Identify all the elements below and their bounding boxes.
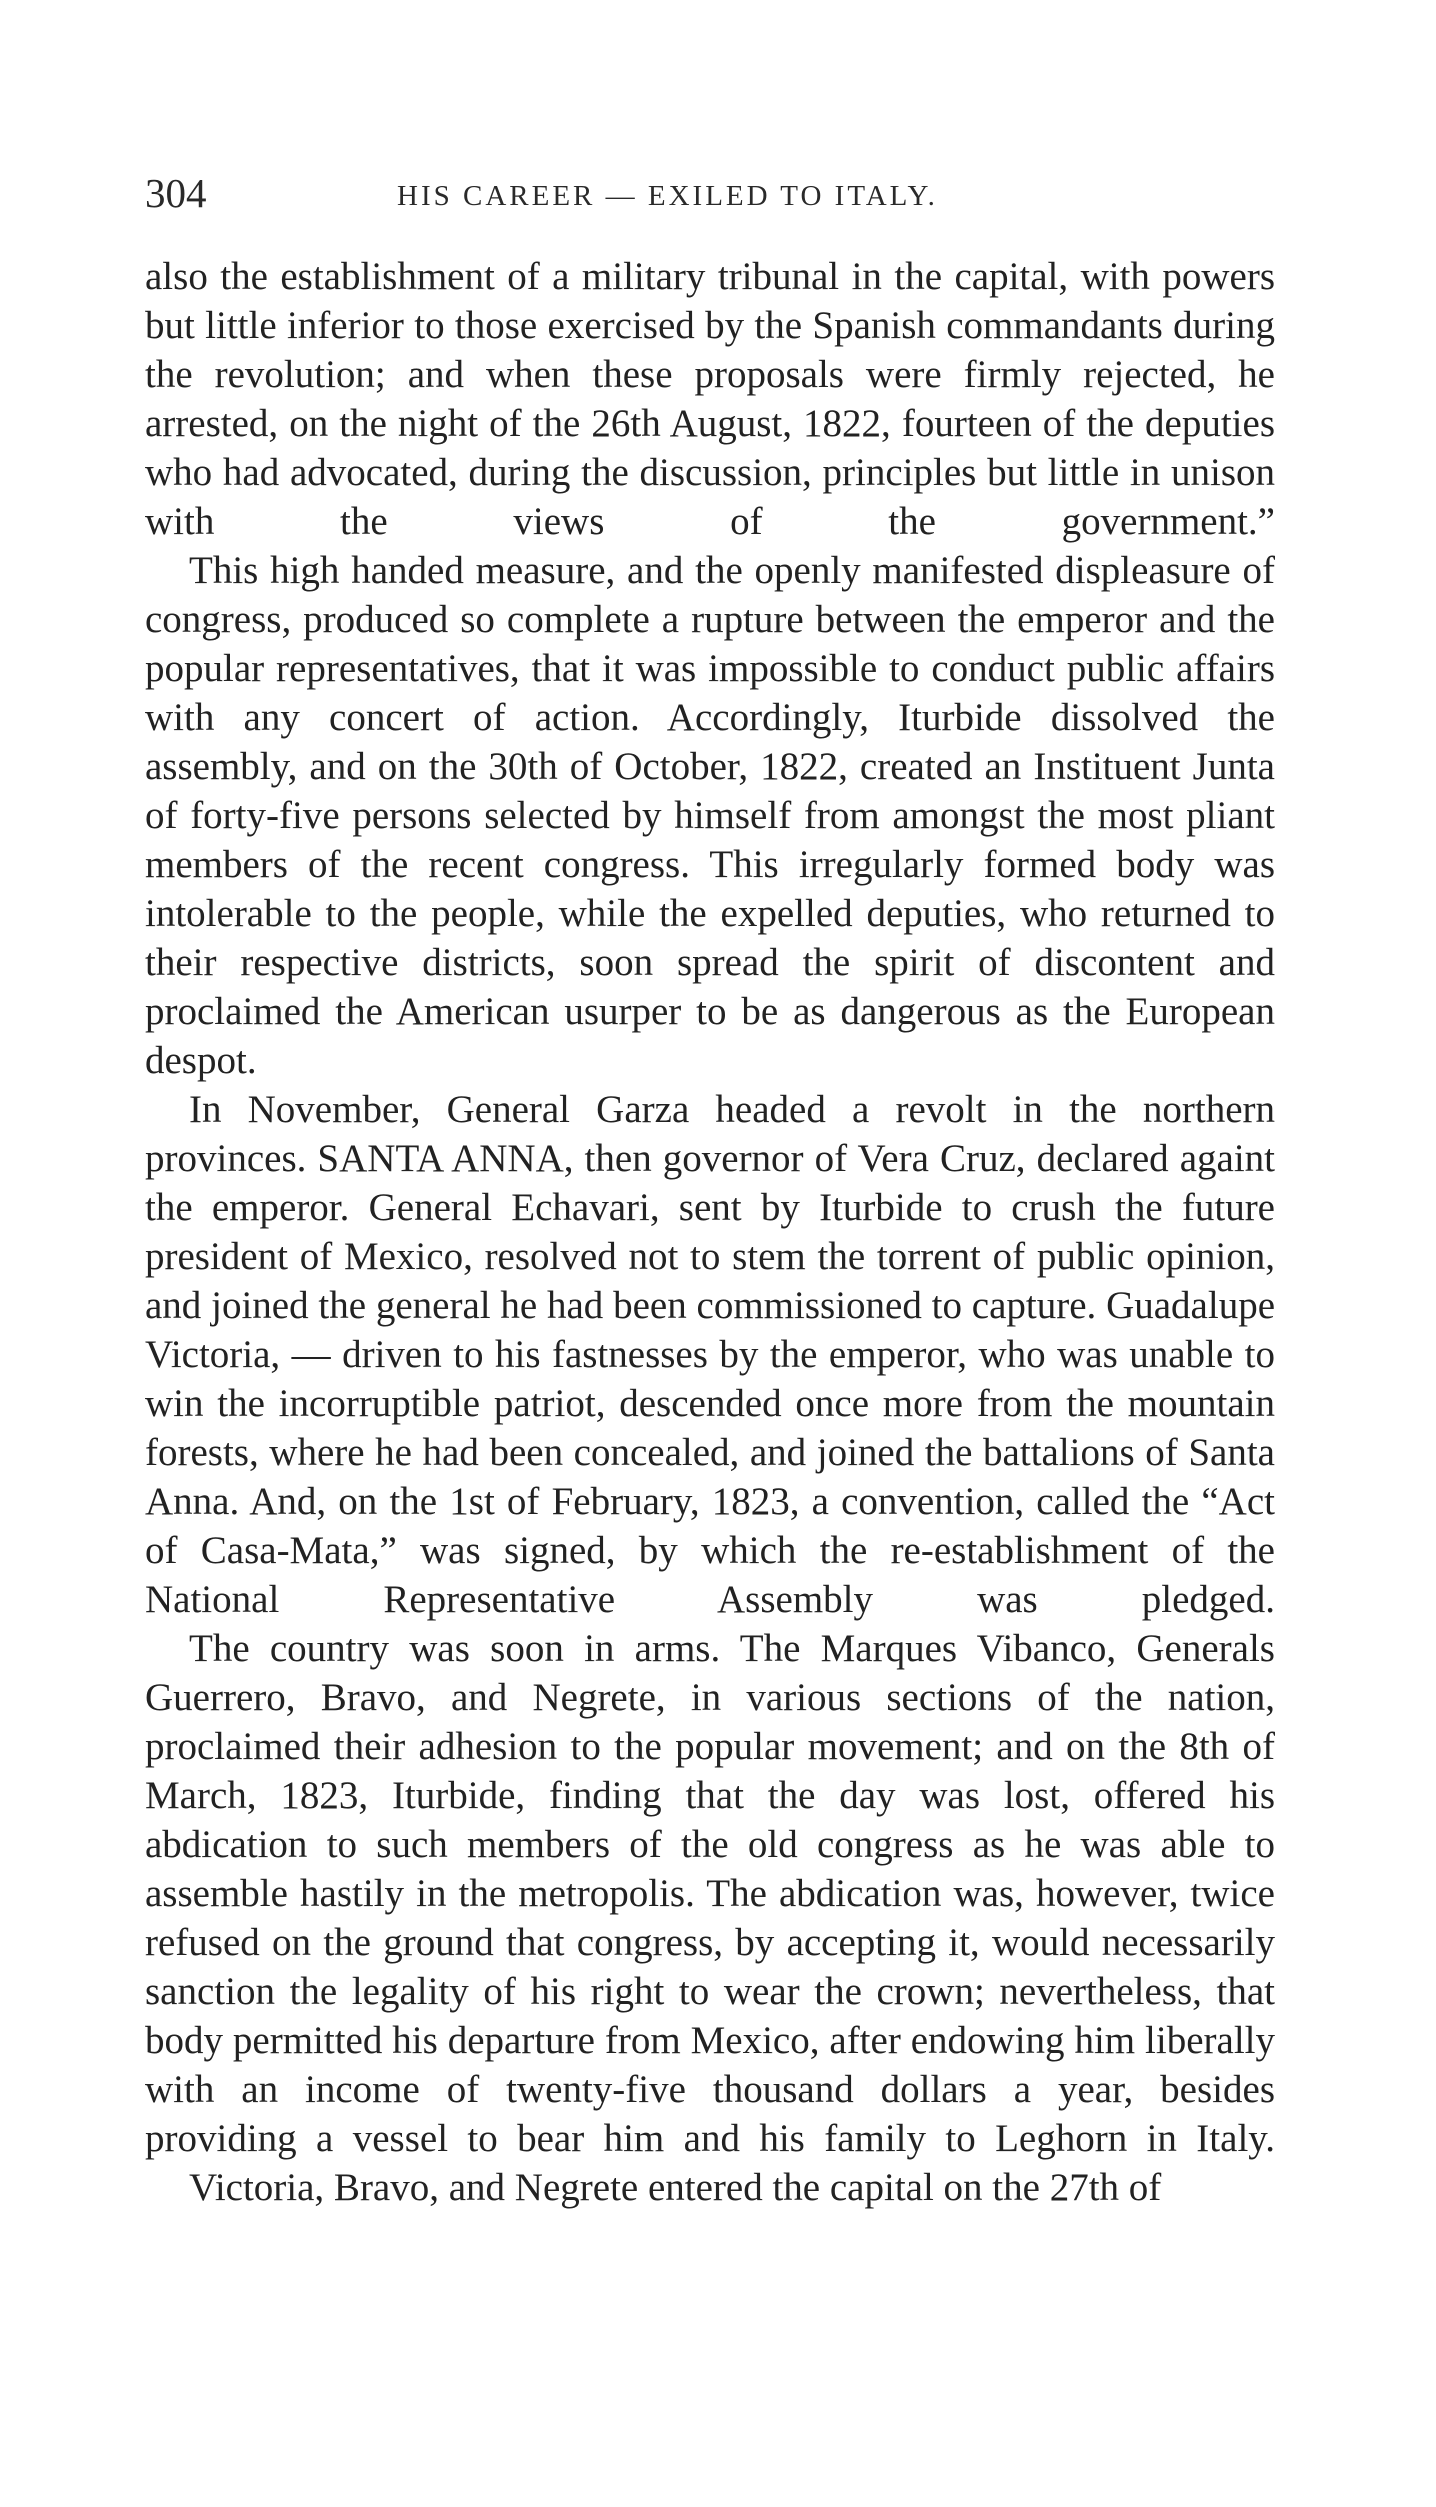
running-head: HIS CAREER — EXILED TO ITALY. (397, 180, 938, 212)
paragraph: The country was soon in arms. The Marques Vibanco, Generals Guerrero, Bravo, and Negrete, in various sections of the nation, proclaimed their adhesion to the popular movement; and on the 8th of March, 1823, Iturbide, finding that the day was lost, offered his abdication to such members of the old congress as he was able to assemble hastily in the metropolis. The abdication was, however, twice refused on the ground that congress, by accepting it, would necessarily sanction the legality of his right to wear the crown; nevertheless, that body permitted his departure from Mexico, after endowing him liberally with an income of twenty-five thousand dollars a year, besides providing a vessel to bear him and his family to Leghorn in Italy. (145, 1627, 1275, 2160)
page-number: 304 (145, 170, 207, 216)
paragraph-continued: also the establishment of a military tribunal in the capital, with powers but little inferior to those exercised by the Spanish commandants during the revolution; and when these proposals were firmly rejected, he arrested, on the night of the 26th August, 1822, fourteen of the deputies who had advocated, during the discussion, principles but little in unison with the views of the government.” (145, 255, 1275, 543)
paragraph: This high handed measure, and the openly manifested displeasure of congress, produced so complete a rupture between the emperor and the popular representatives, that it was impossible to conduct public affairs with any concert of action. Accordingly, Iturbide dissolved the assembly, and on the 30th of October, 1822, created an Instituent Junta of forty-five persons selected by himself from amongst the most pliant members of the recent congress. This irregularly formed body was intolerable to the people, while the expelled deputies, who returned to their respective districts, soon spread the spirit of discontent and proclaimed the American usurper to be as dangerous as the European despot. (145, 549, 1275, 1082)
paragraph: Victoria, Bravo, and Negrete entered the capital on the 27th of (189, 2166, 1162, 2209)
page-header (145, 168, 1275, 218)
paragraph: In November, General Garza headed a revolt in the northern provinces. SANTA ANNA, then governor of Vera Cruz, declared againt the emperor. General Echavari, sent by Iturbide to crush the future president of Mexico, resolved not to stem the torrent of public opinion, and joined the general he had been commissioned to capture. Guadalupe Victoria, — driven to his fastnesses by the emperor, who was unable to win the incorruptible patriot, descended once more from the mountain forests, where he had been concealed, and joined the battalions of Santa Anna. And, on the 1st of February, 1823, a convention, called the “Act of Casa-Mata,” was signed, by which the re-establishment of the National Representative Assembly was pledged. (145, 1088, 1275, 1621)
body-text (145, 252, 1275, 2212)
